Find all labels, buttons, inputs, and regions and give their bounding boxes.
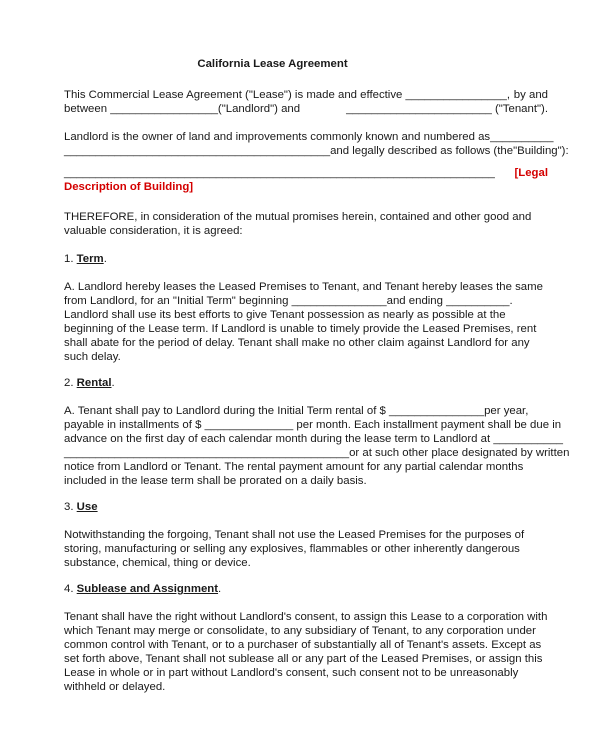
- building-line-3: [64, 166, 548, 180]
- paragraph-line: notice from Landlord or Tenant. The rental payment amount for any partial calendar months: [64, 461, 524, 473]
- paragraph-line: common control with Tenant, or to a purchaser of substantially all of Tenant's assets. Except as: [64, 639, 542, 651]
- section-title: Rental: [76, 377, 112, 389]
- paragraph-line: Tenant shall have the right without Landlord's consent, to assign this Lease to a corporation with: [64, 611, 548, 623]
- building-text: Landlord is the owner of land and improvements commonly known and numbered as: [64, 131, 491, 143]
- intro-text: between _________________("Landlord") and: [64, 103, 301, 115]
- section-number: 1.: [64, 253, 74, 265]
- building-line-1: [64, 130, 554, 144]
- section-punct: .: [103, 253, 107, 265]
- paragraph-line: payable in installments of $ ______________ per month. Each installment payment shall be due in: [64, 419, 562, 431]
- intro-text: _______________________ ("Tenant").: [346, 103, 548, 115]
- section-number: 3.: [64, 501, 74, 513]
- paragraph-line: such delay.: [64, 351, 121, 363]
- intro-line-2: [64, 102, 548, 116]
- section-title: Term: [76, 253, 104, 265]
- paragraph-line: Lease in whole or in part without Landlord's consent, such consent not to be unreasonably: [64, 667, 519, 679]
- paragraph-line: shall abate for the period of delay. Tenant shall make no other claim against Landlord for any: [64, 337, 530, 349]
- section-punct: .: [218, 583, 222, 595]
- paragraph-line: beginning of the Lease term. If Landlord is unable to timely provide the Leased Premises, rent: [64, 323, 537, 335]
- paragraph-line: A. Tenant shall pay to Landlord during the Initial Term rental of $ _______________per year,: [64, 405, 529, 417]
- section-punct: .: [111, 377, 115, 389]
- section-heading-use: [64, 500, 98, 514]
- paragraph-line: set forth above, Tenant shall not sublease all or any part of the Leased Premises, or assign this: [64, 653, 543, 665]
- section-heading-term: [64, 252, 107, 266]
- paragraph-line: which Tenant may merge or consolidate, to any subsidiary of Tenant, to any corporation under: [64, 625, 536, 637]
- paragraph-line: _____________________________________________or at such other place designated by written: [64, 447, 570, 459]
- paragraph-line: included in the lease term shall be prorated on a daily basis.: [64, 475, 367, 487]
- section-number: 2.: [64, 377, 74, 389]
- intro-line-1: [64, 88, 548, 102]
- document-title: California Lease Agreement: [197, 58, 348, 70]
- building-text: "Building"):: [513, 145, 569, 157]
- legal-description-placeholder: [Legal: [514, 167, 548, 179]
- paragraph-line: A. Landlord hereby leases the Leased Premises to Tenant, and Tenant hereby leases the same: [64, 281, 543, 293]
- legal-description-placeholder: Description of Building]: [64, 181, 194, 193]
- section-heading-rental: [64, 376, 115, 390]
- building-text: __________: [490, 131, 554, 143]
- therefore-line: valuable consideration, it is agreed:: [64, 225, 243, 237]
- intro-text: by and: [513, 89, 548, 101]
- section-heading-sublease: [64, 582, 221, 596]
- section-number: 4.: [64, 583, 74, 595]
- paragraph-line: Landlord shall use its best efforts to give Tenant possession as nearly as possible at the: [64, 309, 506, 321]
- paragraph-line: storing, manufacturing or selling any explosives, flammables or other inherently dangerous: [64, 543, 520, 555]
- building-line-2: [64, 144, 569, 158]
- therefore-line: THEREFORE, in consideration of the mutual promises herein, contained and other good and: [64, 211, 532, 223]
- paragraph-line: advance on the first day of each calendar month during the lease term to Landlord at ___________: [64, 433, 563, 445]
- building-text: ____________________________________________________________________: [64, 167, 495, 179]
- section-title: Use: [76, 501, 98, 513]
- intro-text: This Commercial Lease Agreement ("Lease") is made and effective ________________,: [64, 89, 511, 101]
- paragraph-line: substance, chemical, thing or device.: [64, 557, 251, 569]
- building-text: __________________________________________and legally described as follows (the: [64, 145, 514, 157]
- paragraph-line: withheld or delayed.: [64, 681, 166, 693]
- paragraph-line: Notwithstanding the forgoing, Tenant shall not use the Leased Premises for the purposes of: [64, 529, 525, 541]
- paragraph-line: from Landlord, for an "Initial Term" beginning _______________and ending __________.: [64, 295, 513, 307]
- section-title: Sublease and Assignment: [76, 583, 219, 595]
